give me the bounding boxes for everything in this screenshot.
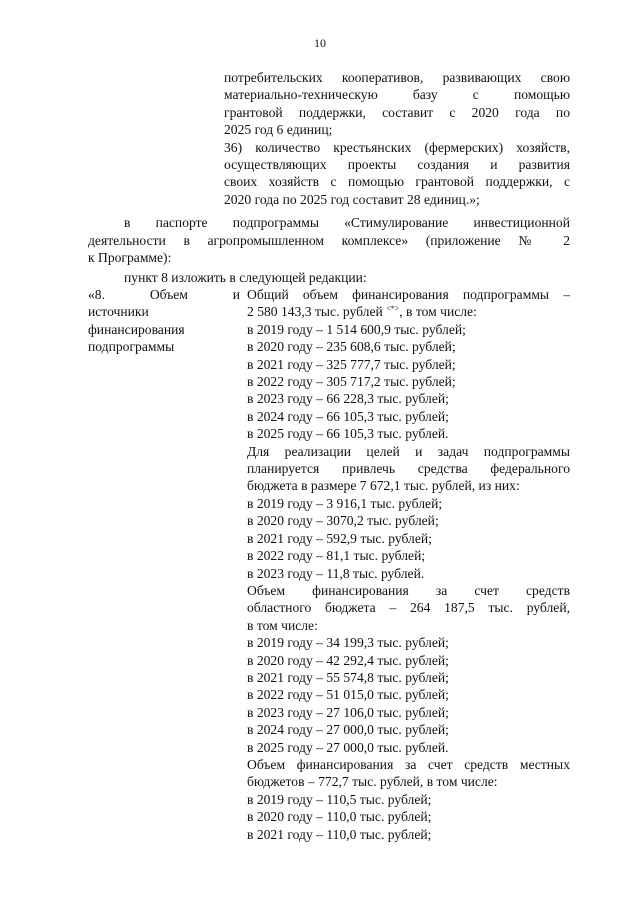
regional-intro-line: областного бюджета – 264 187,5 тыс. рублей, <box>247 600 570 616</box>
table-left-cell <box>88 286 240 356</box>
year-line: в 2023 году – 66 228,3 тыс. рублей; <box>247 391 449 407</box>
text-line: 2025 год 6 единиц; <box>224 122 333 138</box>
text-line: грантовой поддержки, составит с 2020 года по <box>224 104 570 120</box>
regional-intro-line: Объем финансирования за счет средств <box>247 582 570 598</box>
row-title-line <box>88 286 240 303</box>
table-right-cell <box>247 286 570 843</box>
year-line: в 2022 году – 81,1 тыс. рублей; <box>247 548 426 564</box>
text-line: материально-техническую базу с помощью <box>224 87 570 103</box>
row-title-line: подпрограммы <box>88 339 175 355</box>
text-line: 36) количество крестьянских (фермерских) хозяйств, <box>224 139 570 155</box>
point-paragraph <box>88 269 570 287</box>
year-line: в 2020 году – 235 608,6 тыс. рублей; <box>247 339 456 355</box>
year-line: в 2024 году – 66 105,3 тыс. рублей; <box>247 408 449 424</box>
year-line: в 2022 году – 305 717,2 тыс. рублей; <box>247 374 456 390</box>
text-line: осуществляющих проекты создания и развития <box>224 157 570 173</box>
text-line: своих хозяйств с помощью грантовой поддержки, с <box>224 174 570 190</box>
total-value: 2 580 143,3 тыс. рублей <box>247 304 387 320</box>
row-title-line: финансирования <box>88 321 185 337</box>
year-line: в 2021 году – 110,0 тыс. рублей; <box>247 826 432 842</box>
row-number: «8. <box>88 287 105 302</box>
regional-intro-line: в том числе: <box>247 617 318 633</box>
text-line: к Программе): <box>88 250 172 266</box>
local-intro-line: Объем финансирования за счет средств местных <box>247 756 570 772</box>
year-line: в 2021 году – 325 777,7 тыс. рублей; <box>247 356 456 372</box>
total-value-line <box>247 303 570 320</box>
page-number: 10 <box>314 36 326 50</box>
year-line: в 2020 году – 110,0 тыс. рублей; <box>247 809 432 825</box>
year-line: в 2020 году – 3070,2 тыс. рублей; <box>247 513 439 529</box>
year-line: в 2022 году – 51 015,0 тыс. рублей; <box>247 687 449 703</box>
top-text-block <box>224 69 570 208</box>
row-title-word: Объем <box>149 287 188 302</box>
federal-intro-line: бюджета в размере 7 672,1 тыс. рублей, из них: <box>247 478 520 494</box>
text-line: пункт 8 изложить в следующей редакции: <box>124 270 367 285</box>
text-line: деятельности в агропромышленном комплексе» (приложение № 2 <box>88 232 570 248</box>
year-line: в 2019 году – 3 916,1 тыс. рублей; <box>247 495 443 511</box>
federal-intro-line: планируется привлечь средства федерального <box>247 461 570 477</box>
text-line: в паспорте подпрограммы «Стимулирование инвестиционной <box>124 215 570 230</box>
federal-intro-line: Для реализации целей и задач подпрограммы <box>247 443 570 459</box>
year-line: в 2021 году – 592,9 тыс. рублей; <box>247 530 432 546</box>
text-line: 2020 года по 2025 год составит 28 единиц.»; <box>224 191 480 207</box>
text-line: потребительских кооперативов, развивающих свою <box>224 70 570 85</box>
year-line: в 2025 году – 27 000,0 тыс. рублей. <box>247 739 449 755</box>
year-line: в 2019 году – 1 514 600,9 тыс. рублей; <box>247 321 466 337</box>
row-title-word: и <box>232 287 240 302</box>
row-title-line: источники <box>88 304 149 320</box>
year-line: в 2019 году – 110,5 тыс. рублей; <box>247 791 432 807</box>
year-line: в 2019 году – 34 199,3 тыс. рублей; <box>247 635 449 651</box>
year-line: в 2025 году – 66 105,3 тыс. рублей. <box>247 426 449 442</box>
local-intro-line: бюджетов – 772,7 тыс. рублей, в том числе: <box>247 774 498 790</box>
passport-paragraph <box>88 214 570 267</box>
year-line: в 2023 году – 11,8 тыс. рублей. <box>247 565 425 581</box>
year-line: в 2023 году – 27 106,0 тыс. рублей; <box>247 704 449 720</box>
year-line: в 2021 году – 55 574,8 тыс. рублей; <box>247 669 449 685</box>
total-value-suffix: , в том числе: <box>399 304 477 320</box>
footnote-marker: <*> <box>386 304 400 314</box>
total-line: Общий объем финансирования подпрограммы – <box>247 287 570 302</box>
year-line: в 2020 году – 42 292,4 тыс. рублей; <box>247 652 449 668</box>
year-line: в 2024 году – 27 000,0 тыс. рублей; <box>247 722 449 738</box>
